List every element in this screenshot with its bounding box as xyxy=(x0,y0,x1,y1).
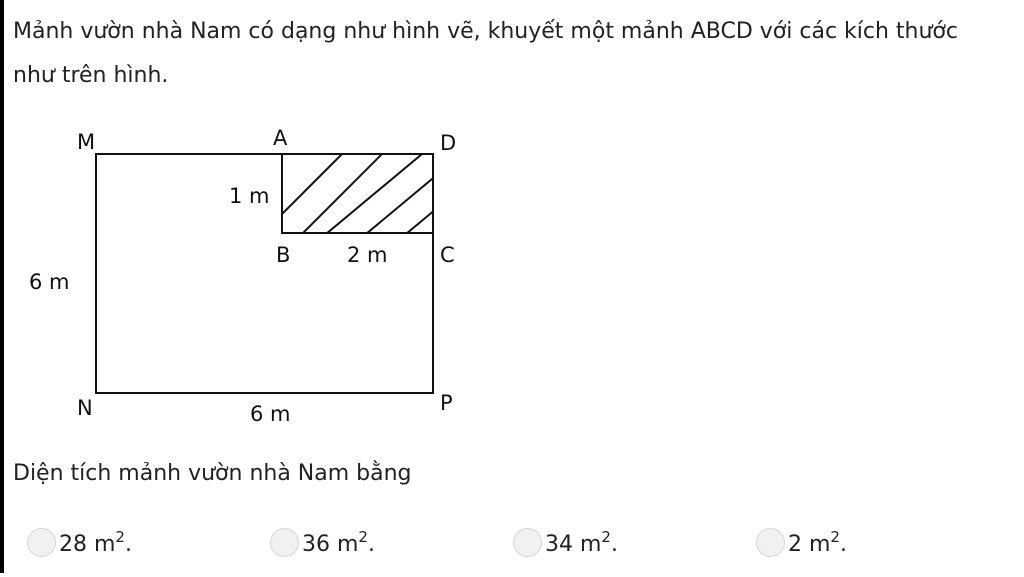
point-label-m: M xyxy=(77,130,96,154)
choice-label: 36 $m^2$. xyxy=(302,527,375,557)
point-label-b: B xyxy=(276,243,291,267)
question-line-2: như trên hình. xyxy=(13,63,169,88)
choice-label: 34 $m^2$. xyxy=(545,527,618,557)
answer-choices xyxy=(0,520,1024,570)
point-label-a: A xyxy=(273,126,288,150)
radio-button[interactable] xyxy=(513,528,542,557)
choice-option-3[interactable] xyxy=(513,520,618,564)
choice-option-4[interactable] xyxy=(756,520,847,564)
cut-rectangle-abcd xyxy=(282,154,433,233)
dimension-bc: 2 m xyxy=(347,243,388,267)
dimension-ab: 1 m xyxy=(229,184,270,208)
answer-prompt: Diện tích mảnh vườn nhà Nam bằng xyxy=(13,461,412,486)
choice-label: 28 $m^2$. xyxy=(59,527,132,557)
choice-option-1[interactable] xyxy=(27,520,132,564)
point-label-n: N xyxy=(77,396,93,420)
radio-button[interactable] xyxy=(756,528,785,557)
choice-option-2[interactable] xyxy=(270,520,375,564)
point-label-d: D xyxy=(440,131,457,155)
question-line-1: Mảnh vườn nhà Nam có dạng như hình vẽ, khuyết một mảnh ABCD với các kích thước xyxy=(13,19,958,44)
dimension-np: 6 m xyxy=(250,402,291,426)
radio-button[interactable] xyxy=(27,528,56,557)
radio-button[interactable] xyxy=(270,528,299,557)
point-label-c: C xyxy=(440,243,455,267)
point-label-p: P xyxy=(440,391,453,415)
dimension-mn: 6 m xyxy=(29,270,70,294)
choice-label: 2 $m^2$. xyxy=(788,527,847,557)
